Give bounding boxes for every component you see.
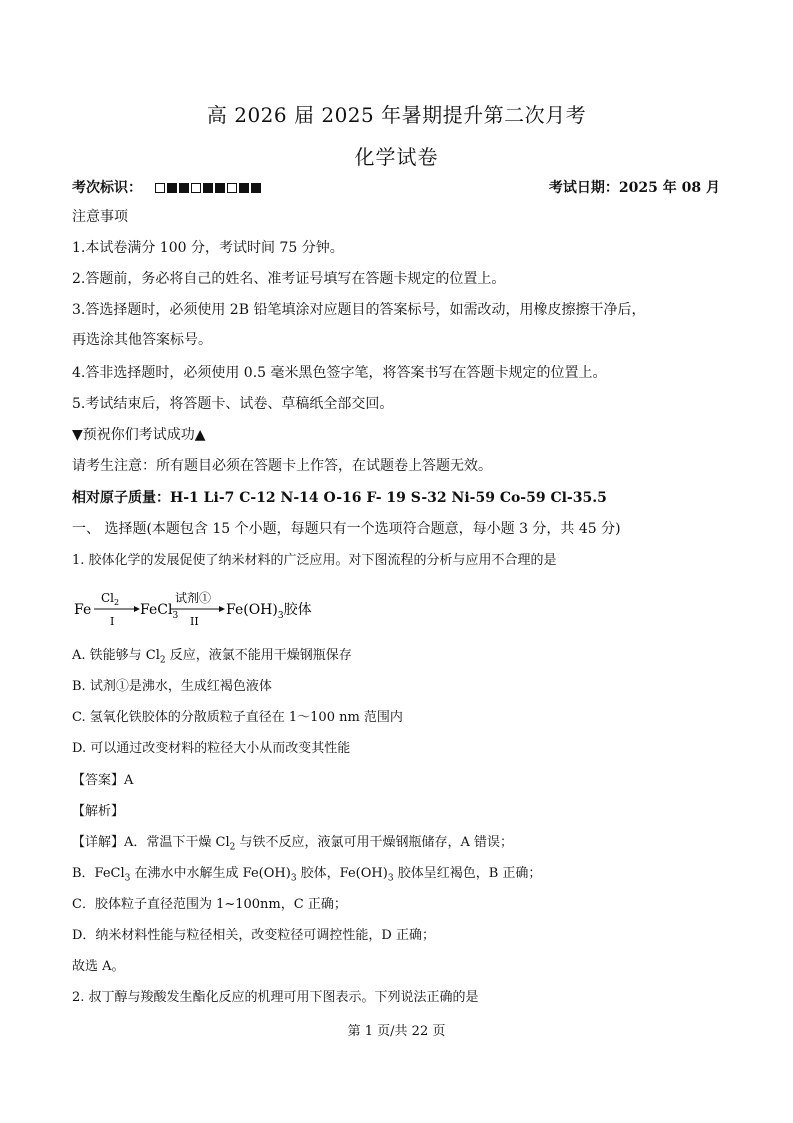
q1-detail-3: C．胶体粒子直径范围为 1~100nm，C 正确； <box>72 897 347 912</box>
wish-line: ▼预祝你们考试成功▲ <box>72 427 206 443</box>
exam-id-square-filled <box>179 183 189 193</box>
q1-detail-5: 故选 A。 <box>72 959 125 974</box>
flow-arrow2-top: 试剂① <box>175 591 212 605</box>
section-heading: 一、 选择题(本题包含 15 个小题，每题只有一个选项符合题意，每小题 3 分，共 45 分) <box>72 521 621 537</box>
flow-arrow1-top: $Cl_2$ <box>101 591 120 607</box>
q2-stem: 2. 叔丁醇与羧酸发生酯化反应的机理可用下图表示。下列说法正确的是 <box>72 990 479 1005</box>
exam-id-square-hollow <box>227 183 237 193</box>
exam-id-square-filled <box>251 183 261 193</box>
exam-id-label: 考次标识： <box>72 180 142 196</box>
q1-option-c: C. 氢氧化铁胶体的分散质粒子直径在 1～100 nm 范围内 <box>72 710 403 725</box>
q1-detail-1: 【详解】A．常温下干燥 $Cl_2$ 与铁不反应，液氯可用干燥钢瓶储存，A 错误； <box>72 835 514 853</box>
notice-item-5: 5.考试结束后，将答题卡、试卷、草稿纸全部交回。 <box>72 396 394 412</box>
exam-id-pattern <box>155 181 263 197</box>
notice-item-3-cont: 再选涂其他答案标号。 <box>72 332 212 348</box>
flow-end: $Fe(OH)_3$胶体 <box>226 602 312 621</box>
notice-item-3: 3.答选择题时，必须使用 2B 铅笔填涂对应题目的答案标号，如需改动，用橡皮擦擦干净后， <box>72 302 646 318</box>
exam-date: 考试日期：2025 年 08 月 <box>548 180 720 196</box>
q1-answer: 【答案】A <box>72 773 134 788</box>
q1-option-b: B. 试剂①是沸水，生成红褐色液体 <box>72 679 272 694</box>
flow-mid: FeCl$_3$ <box>140 602 179 621</box>
exam-id <box>72 177 263 197</box>
q1-analysis-label: 【解析】 <box>72 804 125 819</box>
flow-arrow2-head <box>219 606 225 612</box>
q1-flow-diagram <box>74 590 334 632</box>
q1-option-d: D. 可以通过改变材料的粒径大小从而改变其性能 <box>72 741 351 756</box>
exam-id-square-filled <box>215 183 225 193</box>
flow-arrow2-bottom: II <box>190 615 199 628</box>
notice-item-2: 2.答题前，务必将自己的姓名、准考证号填写在答题卡规定的位置上。 <box>72 271 506 287</box>
q1-option-a: A. 铁能够与 $Cl_2$ 反应，液氯不能用干燥钢瓶保存 <box>72 648 352 666</box>
exam-id-square-filled <box>203 183 213 193</box>
exam-id-square-hollow <box>155 183 165 193</box>
exam-subtitle: 化学试卷 <box>354 145 439 169</box>
notice-item-1: 1.本试卷满分 100 分，考试时间 75 分钟。 <box>72 240 344 256</box>
q1-detail-2: B．FeCl$_3$ 在沸水中水解生成 $Fe(OH)_3$ 胶体，$Fe(OH)_3$ 胶体呈红褐色，B 正确； <box>72 866 542 884</box>
exam-id-square-hollow <box>191 183 201 193</box>
exam-id-square-filled <box>239 183 249 193</box>
page-footer: 第 1 页/共 22 页 <box>347 1024 446 1039</box>
flow-arrow1-bottom: I <box>110 615 115 628</box>
notice-item-4: 4.答非选择题时，必须使用 0.5 毫米黑色签字笔，将答案书写在答题卡规定的位置上。 <box>72 365 607 381</box>
caution-line: 请考生注意：所有题目必须在答题卡上作答，在试题卷上答题无效。 <box>72 458 492 474</box>
notice-heading: 注意事项 <box>72 209 128 225</box>
q1-stem: 1. 胶体化学的发展促使了纳米材料的广泛应用。对下图流程的分析与应用不合理的是 <box>72 553 557 568</box>
exam-id-square-filled <box>167 183 177 193</box>
atomic-mass-line: 相对原子质量：H-1 Li-7 C-12 N-14 O-16 F- 19 S-32 Ni-59 Co-59 Cl-35.5 <box>72 490 607 506</box>
exam-title: 高 2026 届 2025 年暑期提升第二次月考 <box>206 103 587 127</box>
flow-start: Fe <box>74 602 92 618</box>
q1-detail-4: D．纳米材料性能与粒径相关，改变粒径可调控性能，D 正确； <box>72 928 435 943</box>
